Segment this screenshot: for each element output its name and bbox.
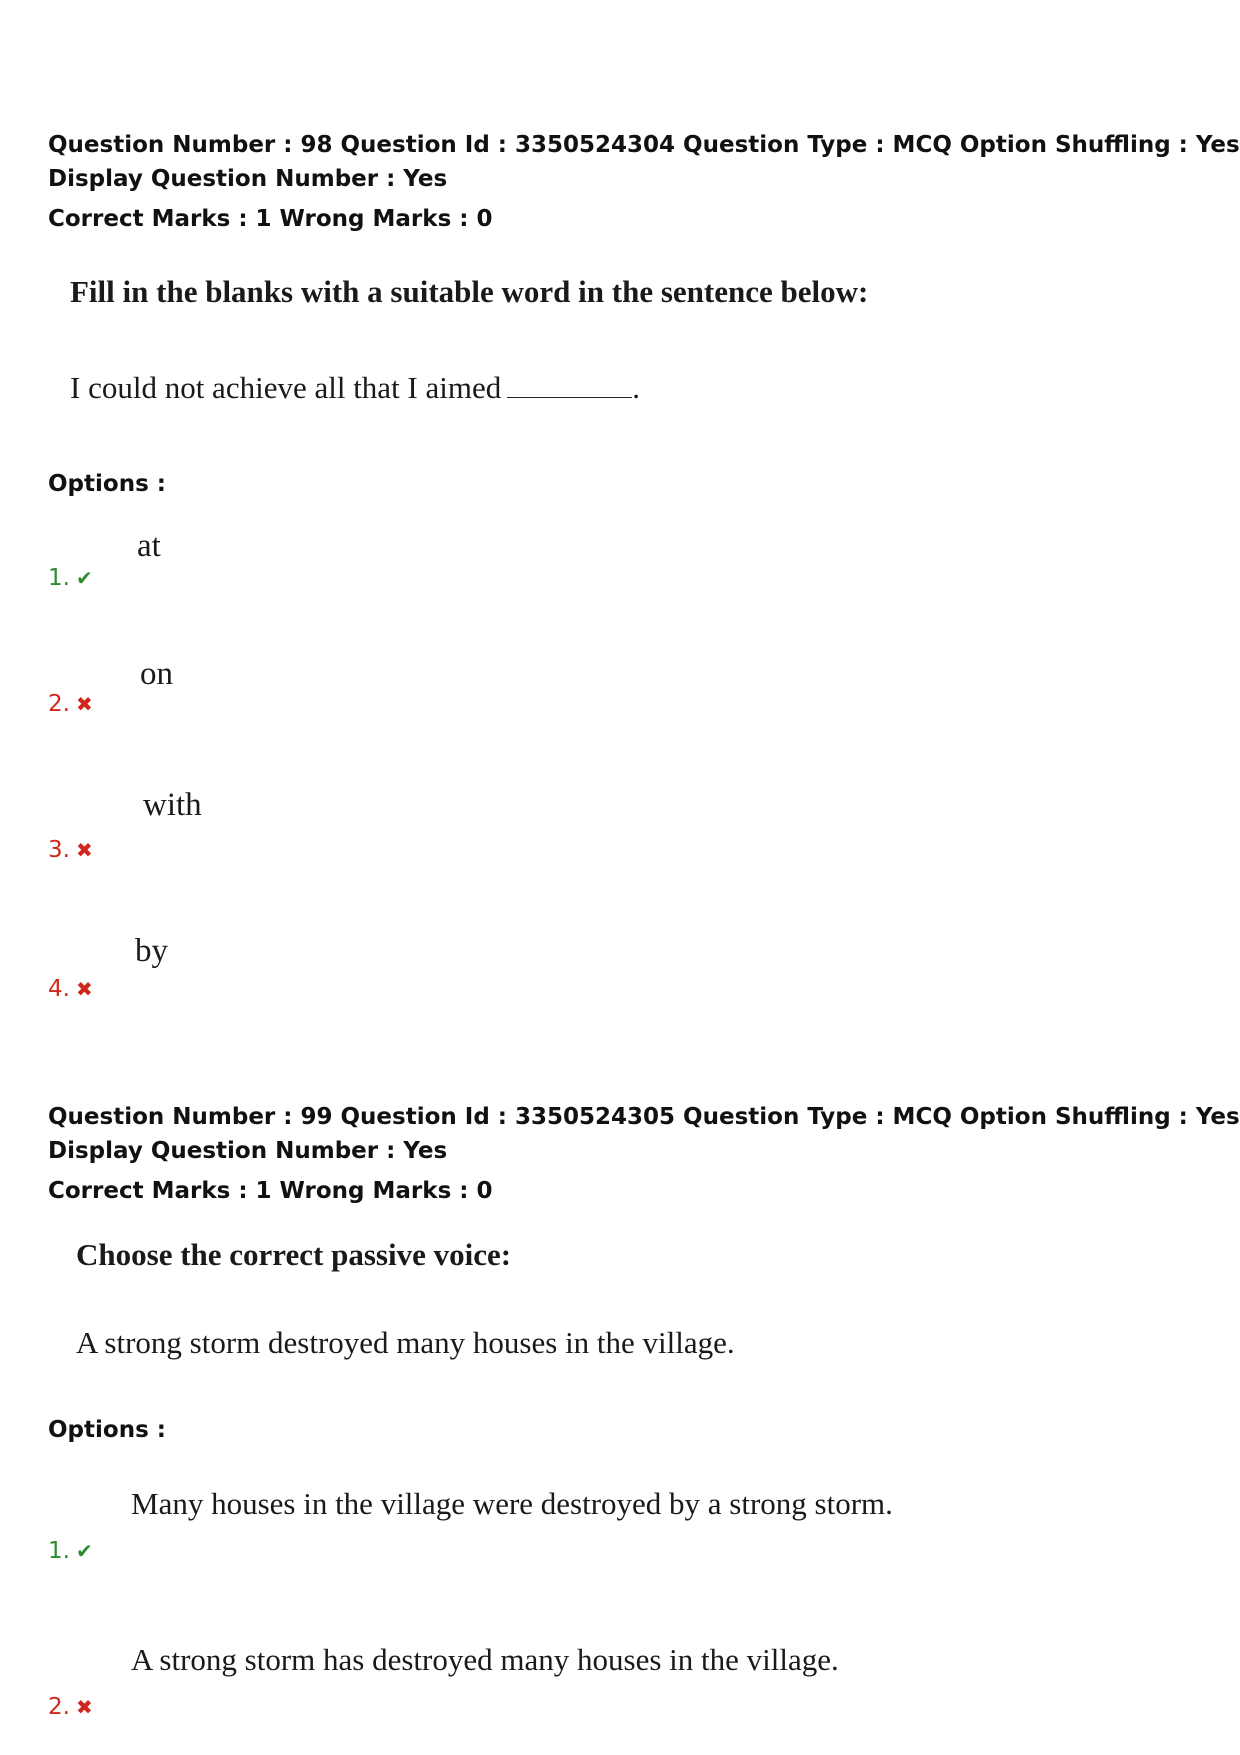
question-99-header [48,1100,1240,1208]
sentence-text: I could not achieve all that I aimed [70,370,502,405]
option-index: 4. [48,976,70,1002]
cross-icon: ✖ [75,692,93,716]
option-text: with [143,787,202,823]
option-index: 1. [48,1538,70,1564]
option-number [48,1694,93,1720]
option-number [48,565,93,591]
option-text: by [135,933,168,969]
option-number [48,976,93,1002]
option-number [48,837,93,863]
options-label: Options : [48,471,166,497]
cross-icon: ✖ [75,977,93,1001]
option-index: 2. [48,691,70,717]
question-instruction: Choose the correct passive voice: [76,1237,512,1272]
blank-line [507,396,632,398]
question-98-header [48,128,1240,236]
option-text: at [137,528,161,564]
question-sentence [70,370,640,406]
question-meta-line: Question Number : 98 Question Id : 3350524304 Question Type : MCQ Option Shuffling : Yes [48,132,1240,158]
option-index: 1. [48,565,70,591]
options-label: Options : [48,1417,166,1443]
option-index: 2. [48,1694,70,1720]
option-index: 3. [48,837,70,863]
option-number [48,1538,93,1564]
option-text: Many houses in the village were destroyed by a strong storm. [131,1486,893,1521]
check-icon: ✔ [75,1539,93,1563]
question-marks: Correct Marks : 1 Wrong Marks : 0 [48,1178,493,1204]
question-meta-line: Display Question Number : Yes [48,1138,448,1164]
question-meta-line: Display Question Number : Yes [48,166,448,192]
check-icon: ✔ [75,566,93,590]
question-instruction: Fill in the blanks with a suitable word in the sentence below: [70,274,869,309]
sentence-end: . [632,370,640,405]
cross-icon: ✖ [75,1695,93,1719]
question-marks: Correct Marks : 1 Wrong Marks : 0 [48,206,493,232]
question-meta-line: Question Number : 99 Question Id : 3350524305 Question Type : MCQ Option Shuffling : Yes [48,1104,1240,1130]
option-text: on [140,656,173,692]
option-text: A strong storm has destroyed many houses in the village. [131,1642,839,1677]
cross-icon: ✖ [75,838,93,862]
question-sentence: A strong storm destroyed many houses in the village. [76,1325,735,1360]
option-number [48,691,93,717]
